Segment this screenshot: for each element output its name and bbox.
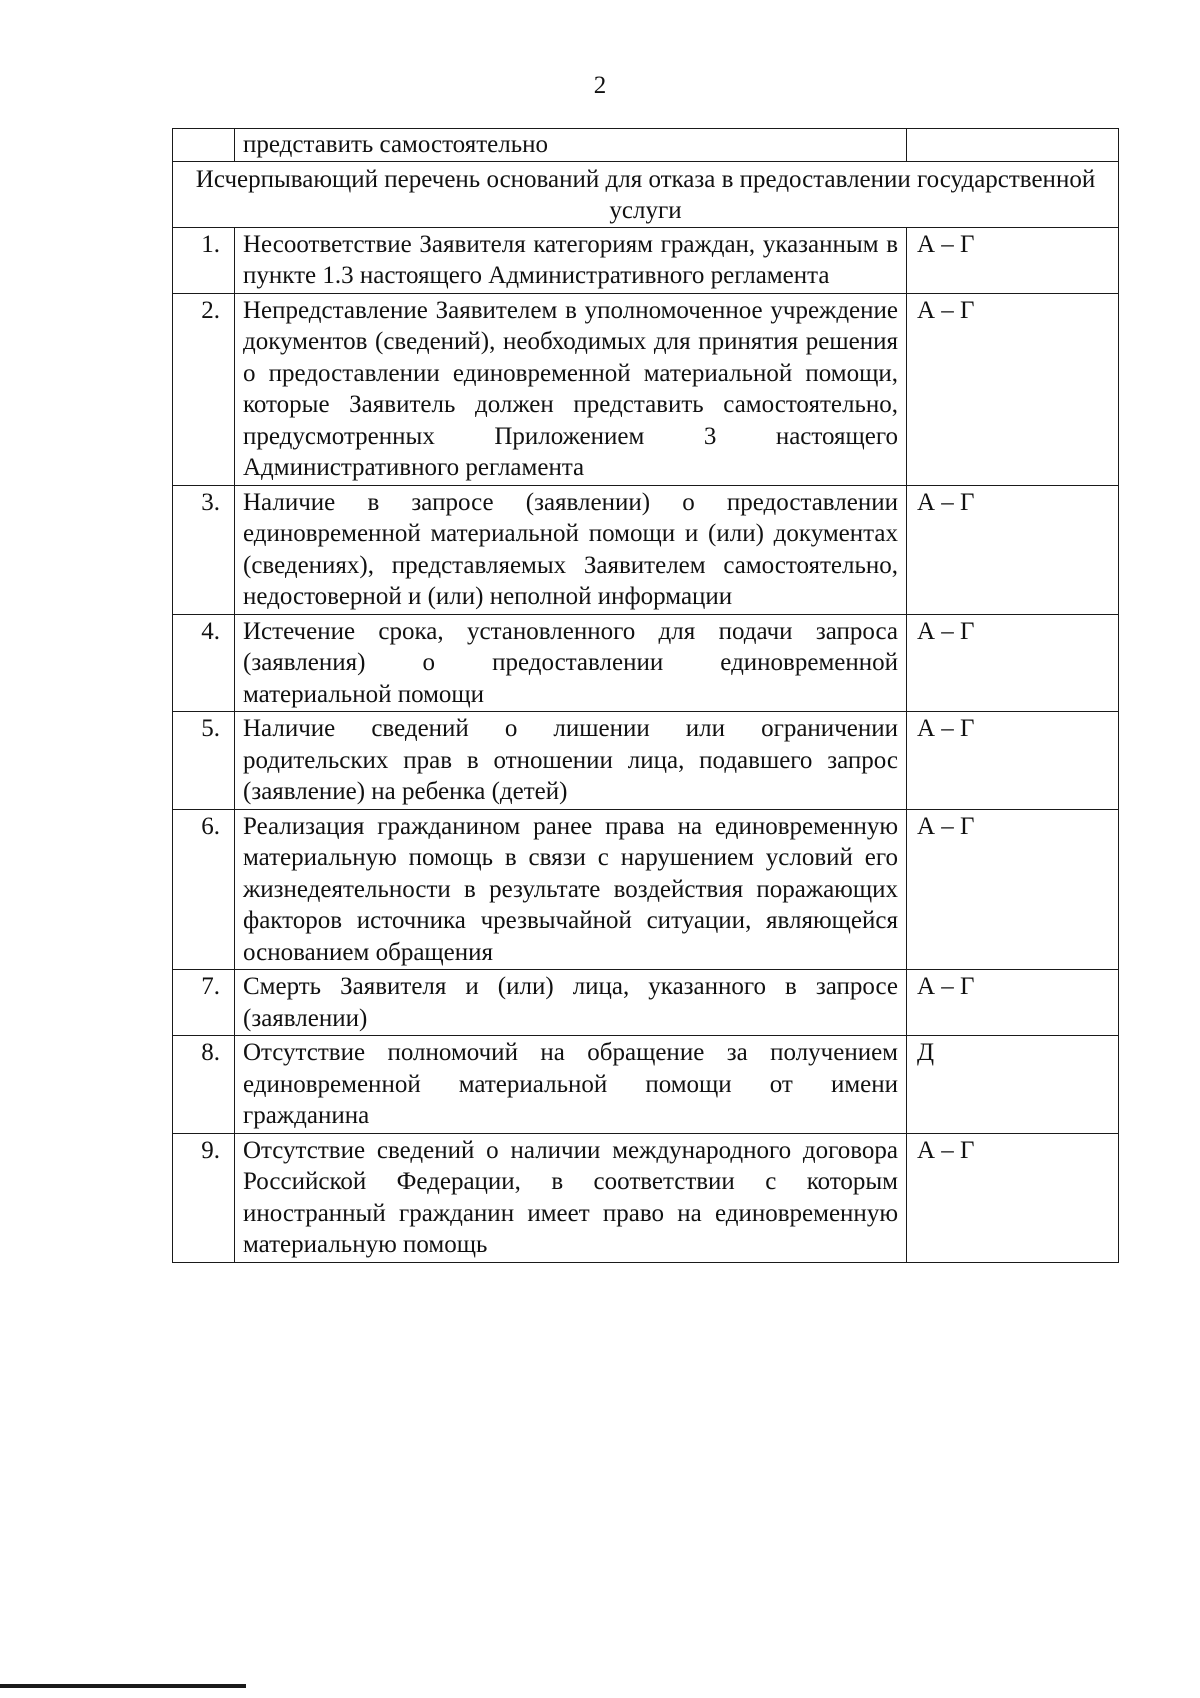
row-code: А – Г [907,1133,1119,1262]
row-description: Смерть Заявителя и (или) лица, указанного в запросе (заявлении) [235,970,907,1036]
table-row [173,1133,1119,1262]
row-number: 9. [173,1133,235,1262]
table-row [173,293,1119,485]
row-code: А – Г [907,293,1119,485]
row-description: Реализация гражданином ранее права на единовременную материальную помощь в связи с нарушением условий его жизнедеятельности в результате воздействия поражающих факторов источника чрезвычайной ситуации, являющейся основанием обращения [235,809,907,970]
row-code: А – Г [907,970,1119,1036]
continuation-text: представить самостоятельно [235,129,907,162]
table-row [173,227,1119,293]
section-heading: Исчерпывающий перечень оснований для отказа в предоставлении государственной услуги [173,161,1119,227]
row-description: Отсутствие полномочий на обращение за получением единовременной материальной помощи от имени гражданина [235,1036,907,1134]
row-description: Отсутствие сведений о наличии международного договора Российской Федерации, в соответствии с которым иностранный гражданин имеет право на единовременную материальную помощь [235,1133,907,1262]
row-description: Истечение срока, установленного для подачи запроса (заявления) о предоставлении единовременной материальной помощи [235,614,907,712]
row-description: Несоответствие Заявителя категориям граждан, указанным в пункте 1.3 настоящего Административного регламента [235,227,907,293]
row-description: Непредставление Заявителем в уполномоченное учреждение документов (сведений), необходимых для принятия решения о предоставлении единовременной материальной помощи, которые Заявитель должен представить самостоятельно, предусмотренных Приложением 3 настоящего Административного регламента [235,293,907,485]
row-number: 8. [173,1036,235,1134]
row-number: 3. [173,485,235,614]
section-heading-row [173,161,1119,227]
page-number: 2 [593,72,607,99]
row-description: Наличие сведений о лишении или ограничении родительских прав в отношении лица, подавшего запрос (заявление) на ребенка (детей) [235,712,907,810]
row-code: А – Г [907,809,1119,970]
row-number: 1. [173,227,235,293]
row-code: А – Г [907,712,1119,810]
continuation-row [173,129,1119,162]
table-row [173,485,1119,614]
row-code: Д [907,1036,1119,1134]
row-number: 5. [173,712,235,810]
table-row [173,1036,1119,1134]
footer-rule [0,1684,246,1688]
row-description: Наличие в запросе (заявлении) о предоставлении единовременной материальной помощи и (или) документах (сведениях), представляемых Заявителем самостоятельно, недостоверной и (или) неполной информации [235,485,907,614]
row-code: А – Г [907,227,1119,293]
row-code: А – Г [907,614,1119,712]
row-number: 4. [173,614,235,712]
row-number: 7. [173,970,235,1036]
table-row [173,970,1119,1036]
row-code: А – Г [907,485,1119,614]
table-row [173,614,1119,712]
continuation-code-cell [907,129,1119,162]
row-number: 2. [173,293,235,485]
continuation-num-cell [173,129,235,162]
row-number: 6. [173,809,235,970]
table-row [173,712,1119,810]
refusal-grounds-table [172,128,1119,1263]
table-row [173,809,1119,970]
